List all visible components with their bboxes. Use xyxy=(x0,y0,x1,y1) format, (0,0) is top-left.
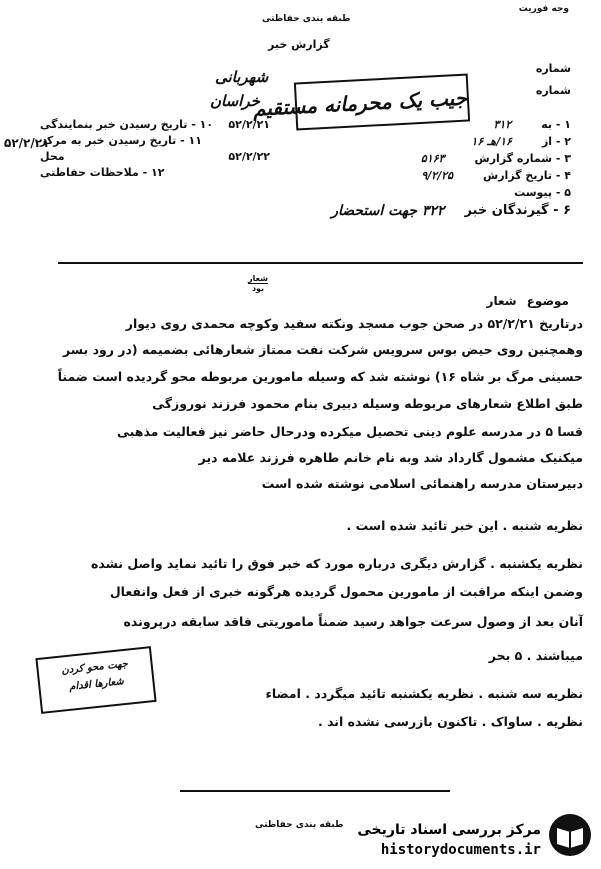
subject-marker-bottom: بود xyxy=(248,283,268,293)
body-line: نظریه سه شنبه . نظریه یکشنبه تائید میگردد . امضاء xyxy=(265,686,583,701)
subject-label: موضوع xyxy=(526,294,569,308)
right-field-label: ۶ - گیرندگان خبر xyxy=(464,203,571,218)
body-line: نظریه یکشنبه . گزارش دیگری درباره مورد که خبر فوق را تائید نماید واصل نشده xyxy=(90,556,583,571)
right-field-value: ۱۶/هـ ۱۶ xyxy=(471,135,512,148)
province-city: خراسان xyxy=(210,92,260,110)
book-logo-icon xyxy=(547,812,593,858)
right-field-row xyxy=(301,118,571,135)
bottom-stamp xyxy=(35,646,156,714)
watermark-title: مرکز بررسی اسناد تاریخی xyxy=(357,822,541,838)
body-line: نظریه شنبه . این خبر تائید شده است . xyxy=(346,518,583,533)
body-line: قسا ۵ در مدرسه علوم دینی تحصیل میکرده ودرحال حاضر نیز فعالیت مذهبی xyxy=(117,424,583,439)
right-field-label: ۳ - شماره گزارش xyxy=(474,152,571,165)
right-field-row xyxy=(301,152,571,169)
left-field-label: ۱۰ - تاریخ رسیدن خبر بنمایندگی xyxy=(40,118,214,131)
watermark-url: historydocuments.ir xyxy=(380,842,541,858)
header-divider xyxy=(58,262,583,264)
left-field-row xyxy=(40,166,270,182)
footer-classification: طبقه بندی حفاظتی xyxy=(255,820,344,830)
right-field-value: ۹/۲/۲۵ xyxy=(421,169,454,182)
left-margin-number: ۵۲/۲/۲۱ xyxy=(4,136,50,150)
document-title: گزارش خبر xyxy=(268,38,330,51)
body-line: طبق اطلاع شعارهای مربوطه وسیله دبیری بنام محمود فرزند نوروزگی xyxy=(152,396,583,411)
right-field-label: ۵ - پیوست xyxy=(514,186,571,199)
number-label: شماره xyxy=(535,62,571,75)
left-fields xyxy=(40,118,270,182)
left-field-value: ۵۲/۲/۲۲ xyxy=(228,150,270,163)
bottom-stamp-line2: شعارها اقدام xyxy=(68,676,125,693)
left-field-row xyxy=(40,150,270,166)
subject-value: شعار xyxy=(486,294,517,308)
right-fields xyxy=(301,118,571,225)
left-field-value: ۵۲/۲/۲۱ xyxy=(228,118,270,131)
body-line: میباشند . ۵ بحر xyxy=(488,648,583,663)
subject xyxy=(487,294,569,308)
body-line: میکنیک مشمول گارداد شد وبه نام خانم طاهره فرزند علامه دیر xyxy=(198,450,583,465)
classification-label: وجه فوریت xyxy=(518,4,569,14)
subject-marker-top: شعار xyxy=(248,274,268,283)
right-field-row xyxy=(301,135,571,152)
body-line: وضمن اینکه مراقبت از مامورین محمول گردیده هرگونه خبری از فعل وانفعال xyxy=(109,584,583,599)
body-line: وهمچنین روی حیض بوس سرویس شرکت نفت ممتاز شعارهائی بضمیمه (در رود بسر xyxy=(63,342,583,357)
left-field-row xyxy=(40,134,270,150)
left-field-label: محل xyxy=(40,150,65,163)
left-field-label: ۱۱ - تاریخ رسیدن خبر به مرکز xyxy=(40,134,202,147)
subject-marker xyxy=(248,274,268,293)
right-field-row xyxy=(301,203,571,225)
body-line: دبیرستان مدرسه راهنمائی اسلامی نوشته شده است xyxy=(261,476,583,491)
body-line: نظریه . ساواک . تاکنون بازرسی نشده اند . xyxy=(317,714,583,729)
right-field-label: ۴ - تاریخ گزارش xyxy=(483,169,571,182)
right-field-row xyxy=(301,169,571,186)
left-field-row xyxy=(40,118,270,134)
bottom-stamp-line1: جهت محو کردن xyxy=(60,658,129,677)
right-field-label: ۱ - به xyxy=(541,118,571,131)
right-field-label: ۲ - از xyxy=(541,135,571,148)
body-line: آنان بعد از وصول سرعت جواهد رسید ضمناً ماموریتی فاقد سابقه درپرونده xyxy=(123,614,583,629)
attachment-label: شماره xyxy=(535,84,571,97)
right-field-value: ۳۱۲ xyxy=(493,118,512,131)
right-field-value: ۵۱۶۳ xyxy=(420,152,445,165)
body-line: درتاریخ ۵۲/۲/۲۱ در صحن جوب مسجد ونکته سفید وکوچه محمدی روی دیوار xyxy=(125,316,583,331)
province-label: شهربانی xyxy=(215,68,269,86)
footer-divider xyxy=(180,790,450,792)
body-line: حسینی مرگ بر شاه ۱۶) نوشته شد که وسیله مامورین مربوطه محو گردیده است ضمناً xyxy=(57,369,583,384)
right-field-value: ۳۲۲ جهت استحضار xyxy=(331,203,445,219)
top-stamp-text: جیب یک محرمانه مستقیم xyxy=(252,85,468,121)
left-field-label: ۱۲ - ملاحظات حفاظتی xyxy=(40,166,165,179)
org-classification: طبقه بندی حفاظتی xyxy=(262,14,351,24)
right-field-row xyxy=(301,186,571,203)
